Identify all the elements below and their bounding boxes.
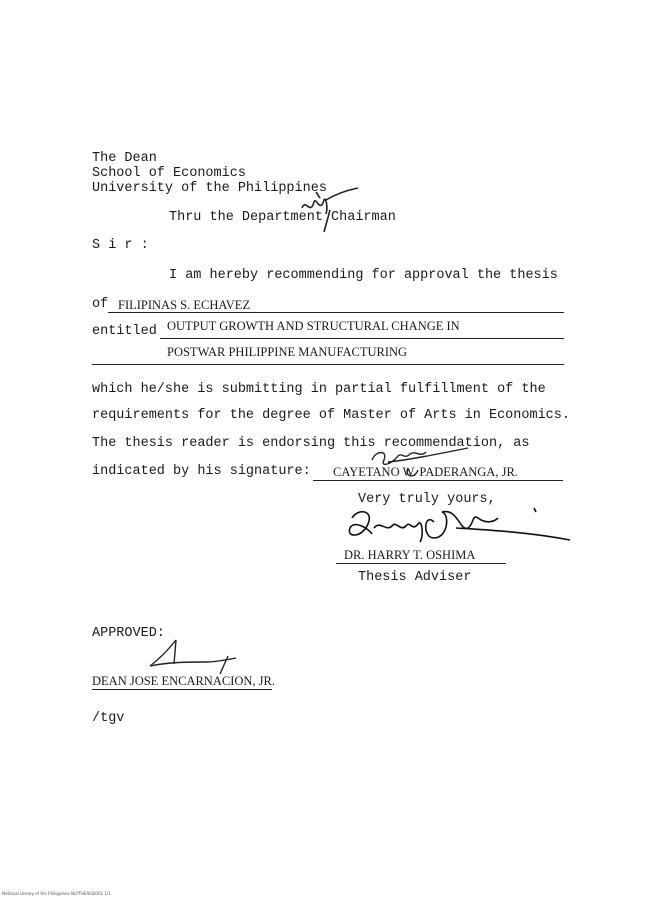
approved-label: APPROVED: bbox=[92, 626, 165, 641]
body-line-4: requirements for the degree of Master of Arts in Economics. bbox=[92, 408, 570, 423]
adviser-name: DR. HARRY T. OSHIMA bbox=[344, 548, 476, 562]
valediction: Very truly yours, bbox=[358, 492, 496, 507]
student-name-rule bbox=[108, 312, 564, 313]
addressee-line-3: University of the Philippines bbox=[92, 181, 327, 196]
student-name: FILIPINAS S. ECHAVEZ bbox=[118, 298, 251, 312]
of-label: of bbox=[92, 297, 109, 312]
addressee-line-2: School of Economics bbox=[92, 166, 246, 181]
adviser-signature-rule bbox=[336, 563, 506, 564]
thru-line: Thru the Department Chairman bbox=[169, 210, 396, 225]
typist-initials: /tgv bbox=[92, 711, 125, 726]
body-line-3: which he/she is submitting in partial fulfillment of the bbox=[92, 382, 546, 397]
body-intro: I am hereby recommending for approval the thesis bbox=[169, 268, 558, 283]
title-rule-2 bbox=[92, 364, 564, 365]
reader-signature bbox=[368, 440, 478, 482]
dean-signature-rule bbox=[92, 689, 272, 690]
entitled-label: entitled bbox=[92, 324, 157, 339]
dean-name: DEAN JOSE ENCARNACION, JR. bbox=[92, 674, 275, 688]
body-line-5: The thesis reader is endorsing this recommendation, as bbox=[92, 436, 530, 451]
footer-caption: National Library of the Philippines NLPTHESIS0001 1/1 bbox=[2, 891, 111, 896]
body-line-6-label: indicated by his signature: bbox=[92, 464, 311, 479]
chairman-initials-signature bbox=[296, 188, 366, 238]
title-rule-1 bbox=[160, 338, 564, 339]
adviser-title: Thesis Adviser bbox=[358, 570, 472, 585]
thesis-title-line-1: OUTPUT GROWTH AND STRUCTURAL CHANGE IN bbox=[167, 319, 460, 333]
addressee-line-1: The Dean bbox=[92, 151, 157, 166]
salutation: S i r : bbox=[92, 238, 149, 253]
thesis-title-line-2: POSTWAR PHILIPPINE MANUFACTURING bbox=[167, 345, 408, 359]
reader-name: CAYETANO W. PADERANGA, JR. bbox=[333, 465, 518, 479]
